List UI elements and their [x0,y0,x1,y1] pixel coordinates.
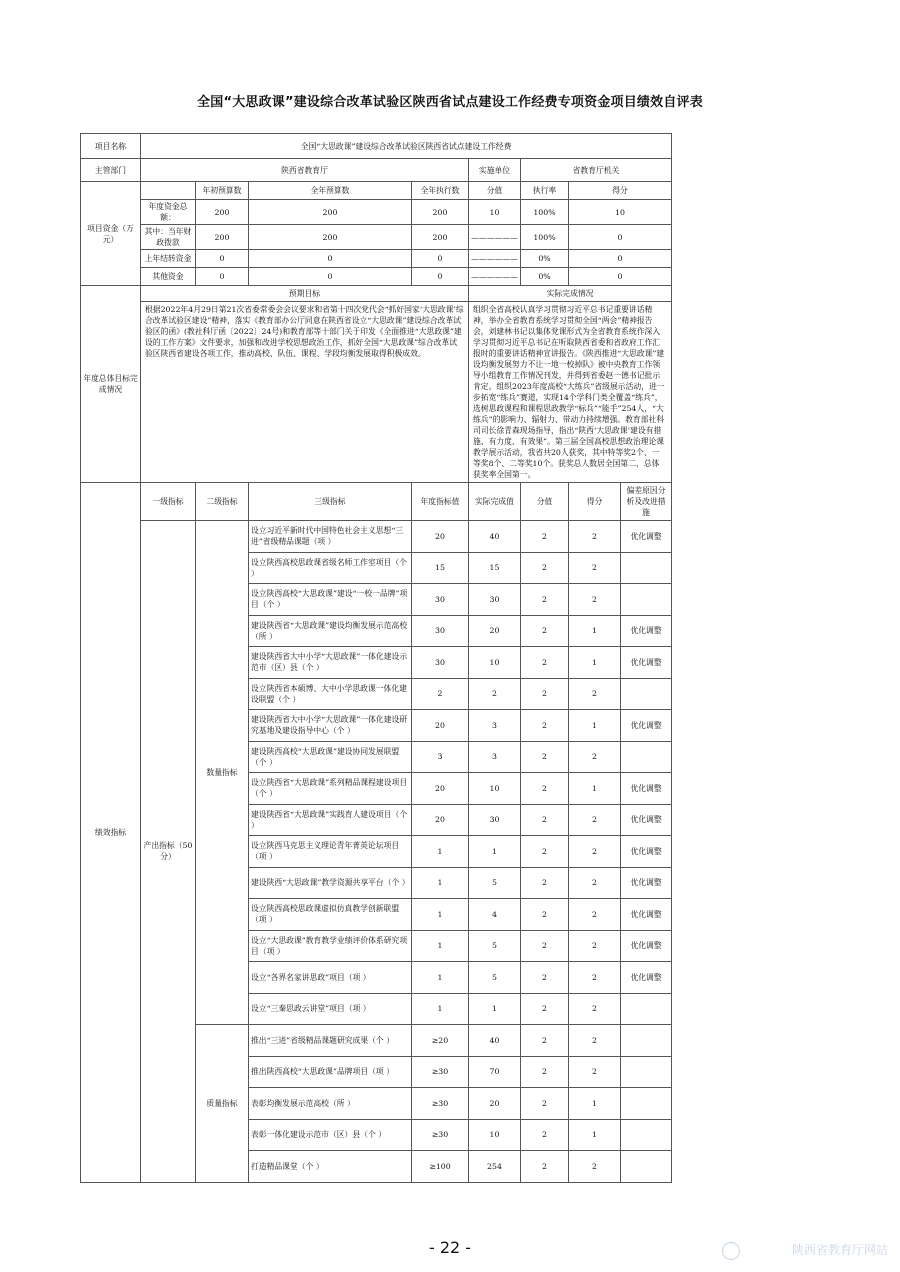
indicator-name: 设立陕西省本硕博、大中小学思政课一体化建设联盟（个 ） [249,678,412,710]
target-value: 20 [412,804,469,836]
deviation-note: 优化调整 [621,899,672,931]
funds-header: 得分 [569,182,672,200]
target-value: 1 [412,867,469,899]
indicator-name: 建设陕西省大中小学“大思政课”一体化建设示范市（区）县（个 ） [249,647,412,679]
score-weight: 2 [521,993,569,1025]
funds-cell: 200 [249,225,412,250]
indicator-name: 设立“各界名家讲思政”项目（项 ） [249,962,412,994]
funds-cell: 200 [196,225,249,250]
unit-value: 省教育厅机关 [521,159,672,182]
funds-row-name: 其中：当年财政拨款 [141,225,196,250]
deviation-note: 优化调整 [621,836,672,868]
indicator-name: 建设陕西省大中小学“大思政课”一体化建设研究基地及建设指导中心（个 ） [249,710,412,742]
score-weight: 2 [521,521,569,553]
level1-indicator: 产出指标（50分） [141,521,196,1183]
target-value: 3 [412,741,469,773]
dept-value: 陕西省教育厅 [141,159,469,182]
indicator-name: 表彰均衡发展示范高校（所 ） [249,1088,412,1120]
dept-label: 主管部门 [81,159,141,182]
score-weight: 2 [521,552,569,584]
target-value: 20 [412,710,469,742]
funds-row-name: 年度资金总额： [141,200,196,225]
actual-value: 4 [469,899,521,931]
actual-value: 70 [469,1056,521,1088]
perf-header: 得分 [569,483,621,521]
project-name: 全国“大思政课”建设综合改革试验区陕西省试点建设工作经费 [141,134,672,159]
page-title: 全国“大思政课”建设综合改革试验区陕西省试点建设工作经费专项资金项目绩效自评表 [197,95,703,110]
deviation-note: 优化调整 [621,962,672,994]
actual-value: 2 [469,678,521,710]
actual-value: 3 [469,741,521,773]
actual-value: 30 [469,804,521,836]
unit-label: 实施单位 [469,159,521,182]
score-weight: 2 [521,930,569,962]
score: 2 [569,1056,621,1088]
deviation-note [621,552,672,584]
deviation-note [621,1151,672,1183]
indicator-name: 设立陕西高校思政课虚拟仿真教学创新联盟（项 ） [249,899,412,931]
target-value: 1 [412,962,469,994]
target-value: 1 [412,993,469,1025]
deviation-note [621,1025,672,1057]
funds-cell: 0 [249,268,412,286]
perf-header: 一级指标 [141,483,196,521]
score-weight: 2 [521,741,569,773]
actual-result-label: 实际完成情况 [469,286,672,302]
indicator-name: 表彰一体化建设示范市（区）县（个 ） [249,1119,412,1151]
indicator-name: 设立“三秦思政云讲堂”项目（项 ） [249,993,412,1025]
actual-value: 40 [469,1025,521,1057]
indicator-name: 建设陕西“大思政课”教学资源共享平台（个 ） [249,867,412,899]
funds-cell: 0 [569,250,672,268]
actual-value: 30 [469,584,521,616]
actual-value: 254 [469,1151,521,1183]
score-weight: 2 [521,710,569,742]
perf-header: 三级指标 [249,483,412,521]
deviation-note: 优化调整 [621,804,672,836]
expected-goal-label: 预期目标 [141,286,469,302]
deviation-note: 优化调整 [621,930,672,962]
funds-cell: 200 [196,200,249,225]
target-value: 30 [412,615,469,647]
indicator-name: 打造精品课堂（个 ） [249,1151,412,1183]
score: 2 [569,584,621,616]
funds-cell: 10 [469,200,521,225]
funds-header: 全年执行数 [412,182,469,200]
funds-cell: 200 [249,200,412,225]
funds-cell: 0 [412,250,469,268]
indicator-name: 建设陕西省“大思政课”建设均衡发展示范高校（所 ） [249,615,412,647]
deviation-note [621,993,672,1025]
goals-label: 年度总体目标完成情况 [81,286,141,483]
funds-cell: 200 [412,200,469,225]
actual-value: 40 [469,521,521,553]
actual-result-text: 组织全省高校认真学习贯彻习近平总书记重要讲话精神，举办全省教育系统学习贯彻全国“两会”精神报告会，刘建林书记以集体党课形式为全省教育系统作深入学习贯彻习近平总书记在听取陕西省委和省政府工作汇报时的重要讲话精神宣讲报告。《陕西推进“大思政课”建设均衡发展努力不让一地一校掉队》被中央教育工作领导小组教育工作情况刊发，并得到省委赵一德书记批示肯定。组织2023年度高校“大练兵”省级展示活动，进一步拓宽“练兵”赛道，实现14个学科门类全覆盖“练兵”，选树思政课程和课程思政教学“标兵”“能手”254人，“大练兵”的影响力、辐射力、带动力持续增强。教育部社科司司长徐青森现场指导，指出“陕西‘大思政课’建设有措施、有力度、有效果”。第三届全国高校思想政治理论课教学展示活动，我省共20人获奖，其中特等奖2个、一等奖8个、二等奖10个。获奖总人数居全国第二，总体获奖率全国第一。 [469,302,672,483]
score-weight: 2 [521,615,569,647]
perf-header: 二级指标 [196,483,249,521]
score: 2 [569,521,621,553]
score-weight: 2 [521,962,569,994]
score-weight: 2 [521,804,569,836]
indicator-name: 推出陕西高校“大思政课”品牌项目（项 ） [249,1056,412,1088]
indicator-name: 建设陕西省“大思政课”实践育人建设项目（个 ） [249,804,412,836]
deviation-note [621,584,672,616]
funds-cell: 100% [521,225,569,250]
evaluation-table [80,133,672,1183]
score-weight: 2 [521,1151,569,1183]
actual-value: 10 [469,647,521,679]
score: 1 [569,647,621,679]
actual-value: 5 [469,962,521,994]
deviation-note [621,1056,672,1088]
indicator-name: 设立“大思政课”教育教学业绩评价体系研究项目（项 ） [249,930,412,962]
target-value: ≥30 [412,1119,469,1151]
actual-value: 3 [469,710,521,742]
page-number: - 22 - [428,1238,472,1257]
target-value: 20 [412,773,469,805]
deviation-note [621,1088,672,1120]
quality-indicator-label: 质量指标 [196,1025,249,1183]
funds-cell: 0 [249,250,412,268]
score-weight: 2 [521,867,569,899]
deviation-note: 优化调整 [621,521,672,553]
score: 2 [569,867,621,899]
deviation-note: 优化调整 [621,647,672,679]
score: 2 [569,804,621,836]
actual-value: 10 [469,773,521,805]
score: 2 [569,836,621,868]
actual-value: 5 [469,930,521,962]
funds-cell: 200 [412,225,469,250]
deviation-note [621,678,672,710]
funds-cell: —————— [469,250,521,268]
target-value: 2 [412,678,469,710]
target-value: ≥30 [412,1056,469,1088]
score-weight: 2 [521,647,569,679]
funds-header: 执行率 [521,182,569,200]
score-weight: 2 [521,899,569,931]
score-weight: 2 [521,1025,569,1057]
funds-header: 分值 [469,182,521,200]
funds-label: 项目资金（万元） [81,182,141,286]
score: 1 [569,1088,621,1120]
score: 2 [569,962,621,994]
actual-value: 1 [469,993,521,1025]
target-value: ≥30 [412,1088,469,1120]
target-value: 30 [412,647,469,679]
funds-cell: 0 [196,250,249,268]
deviation-note: 优化调整 [621,867,672,899]
score: 1 [569,1119,621,1151]
indicator-name: 设立习近平新时代中国特色社会主义思想“三进”省级精品课题（项 ） [249,521,412,553]
perf-header: 实际完成值 [469,483,521,521]
target-value: 1 [412,930,469,962]
deviation-note: 优化调整 [621,710,672,742]
expected-goal-text: 根据2022年4月29日第21次省委常委会会议要求和省第十四次党代会“抓好国家‘大思政课’综合改革试验区建设”精神，落实《教育部办公厅同意在陕西省设立“大思政课”建设综合改革试验区的函》(教社科厅函〔2022〕24号)和教育部等十部门关于印发《全面推进“大思政课”建设的工作方案》文件要求，加强和改进学校思想政治工作，抓好全国“大思政课”综合改革试验区陕西省建设各项工作，推动高校、队伍、课程、学段均衡发展取得积极成效。 [141,302,469,483]
score-weight: 2 [521,678,569,710]
score: 2 [569,1025,621,1057]
actual-value: 20 [469,1088,521,1120]
funds-header: 全年预算数 [249,182,412,200]
perf-header: 偏差原因分析及改进措施 [621,483,672,521]
perf-header: 分值 [521,483,569,521]
deviation-note [621,741,672,773]
score: 1 [569,773,621,805]
target-value: ≥100 [412,1151,469,1183]
indicator-name: 设立陕西省“大思政课”系列精品课程建设项目（个 ） [249,773,412,805]
project-name-label: 项目名称 [81,134,141,159]
funds-cell: 10 [569,200,672,225]
score: 2 [569,552,621,584]
target-value: 1 [412,899,469,931]
score: 2 [569,1151,621,1183]
funds-cell: 0 [412,268,469,286]
target-value: 1 [412,836,469,868]
funds-cell: 0% [521,268,569,286]
funds-cell: 0% [521,250,569,268]
actual-value: 5 [469,867,521,899]
target-value: 15 [412,552,469,584]
score-weight: 2 [521,836,569,868]
funds-cell: —————— [469,225,521,250]
funds-cell: 0 [569,268,672,286]
quantity-indicator-label: 数量指标 [196,521,249,1025]
deviation-note: 优化调整 [621,773,672,805]
indicator-name: 设立陕西马克思主义理论青年菁英论坛项目（项 ） [249,836,412,868]
deviation-note: 优化调整 [621,615,672,647]
watermark-logo-icon [722,1242,740,1260]
funds-header: 年初预算数 [196,182,249,200]
score: 2 [569,678,621,710]
funds-cell: 100% [521,200,569,225]
score-weight: 2 [521,773,569,805]
score-weight: 2 [521,1056,569,1088]
indicator-name: 设立陕西高校“大思政课”建设“一校一品牌”项目（个 ） [249,584,412,616]
funds-row-name: 其他资金 [141,268,196,286]
watermark: 陕西省教育厅网站 [791,1243,888,1257]
perf-header: 年度指标值 [412,483,469,521]
target-value: ≥20 [412,1025,469,1057]
score-weight: 2 [521,584,569,616]
score: 2 [569,899,621,931]
score: 2 [569,993,621,1025]
score: 1 [569,710,621,742]
score: 2 [569,741,621,773]
deviation-note [621,1119,672,1151]
funds-blank [141,182,196,200]
funds-cell: —————— [469,268,521,286]
score: 1 [569,615,621,647]
performance-label: 绩效指标 [81,483,141,1183]
actual-value: 1 [469,836,521,868]
funds-cell: 0 [196,268,249,286]
funds-cell: 0 [569,225,672,250]
actual-value: 20 [469,615,521,647]
indicator-name: 建设陕西高校“大思政课”建设协同发展联盟（个 ） [249,741,412,773]
actual-value: 15 [469,552,521,584]
indicator-name: 推出“三进”省级精品课题研究成果（个 ） [249,1025,412,1057]
funds-row-name: 上年结转资金 [141,250,196,268]
target-value: 20 [412,521,469,553]
score-weight: 2 [521,1088,569,1120]
actual-value: 10 [469,1119,521,1151]
score-weight: 2 [521,1119,569,1151]
indicator-name: 设立陕西高校思政课省级名师工作室项目（个 ） [249,552,412,584]
score: 2 [569,930,621,962]
target-value: 30 [412,584,469,616]
